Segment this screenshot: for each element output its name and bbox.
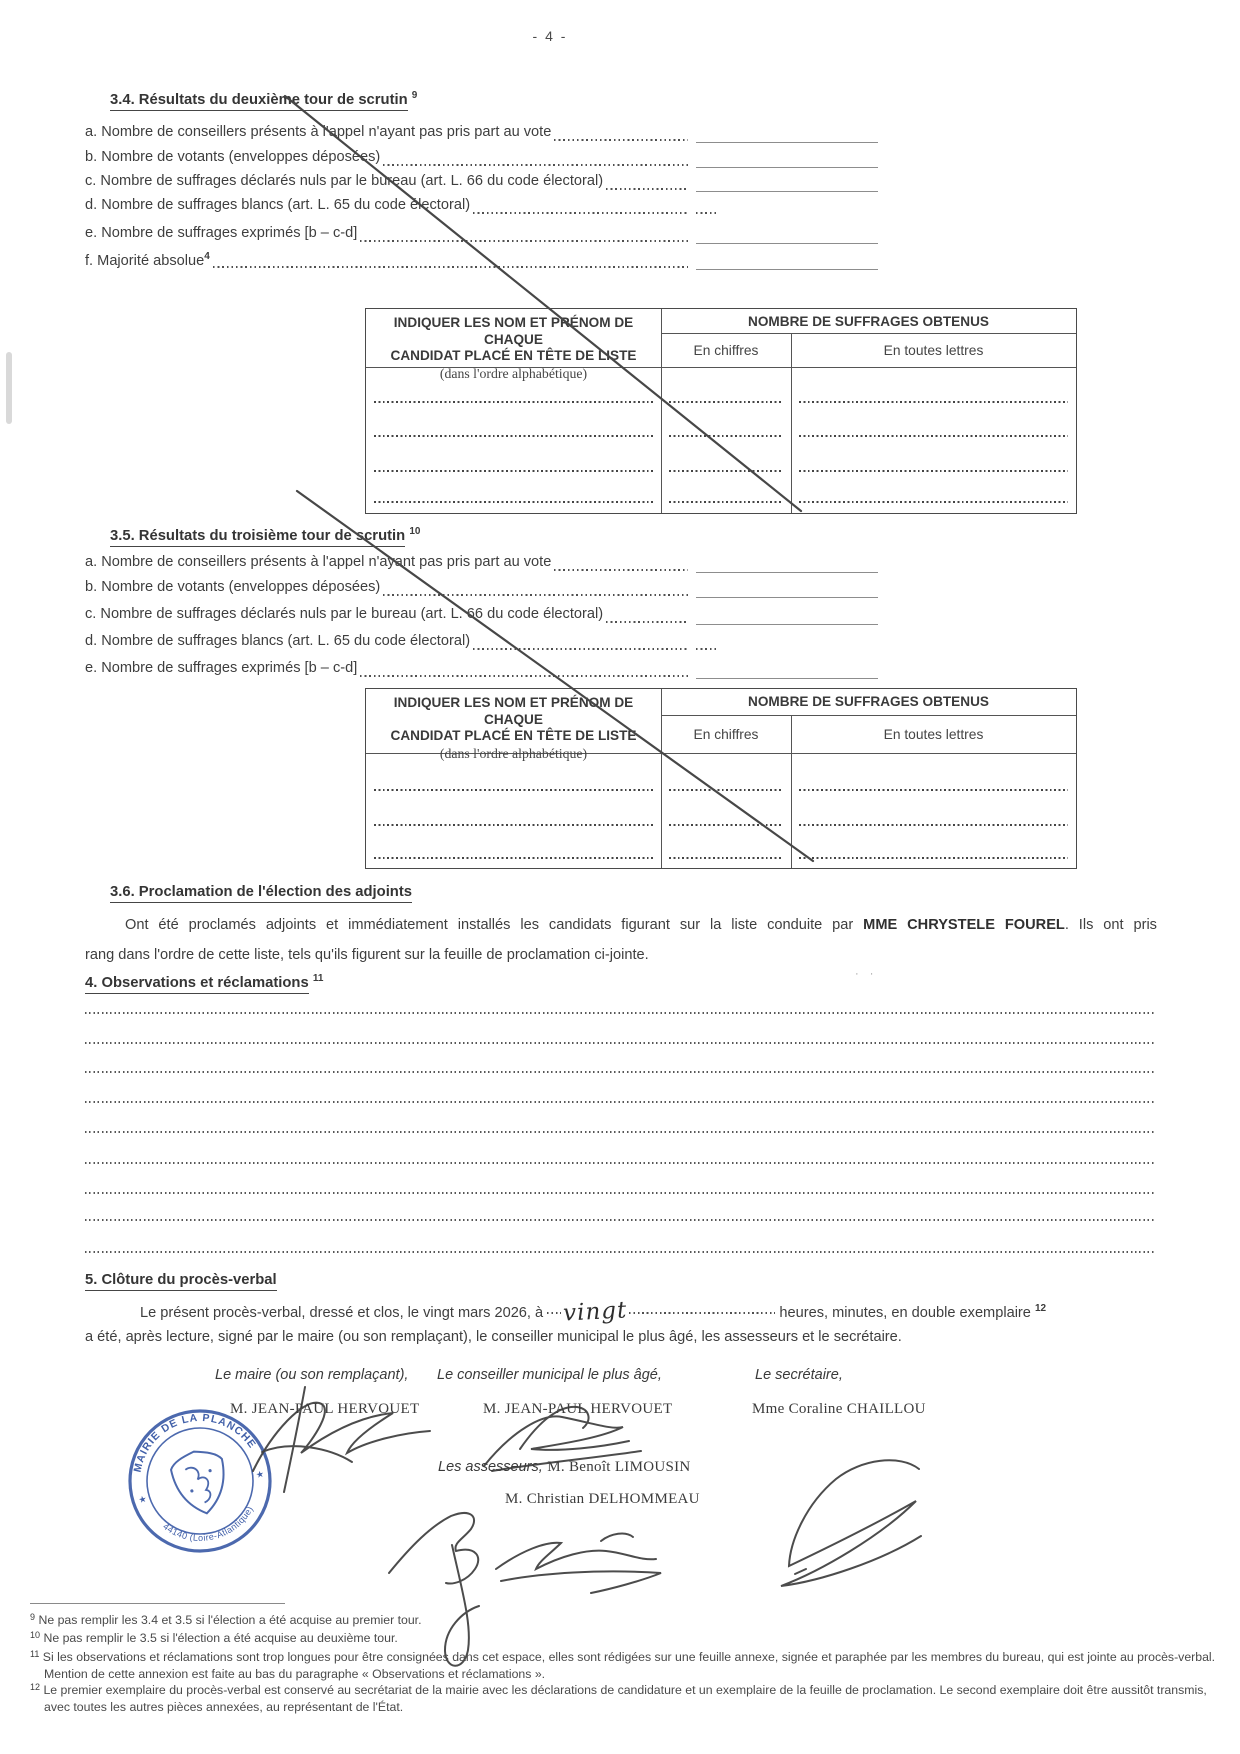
empty-cell-dots	[669, 401, 783, 403]
section-3-5-heading: 3.5. Résultats du troisième tour de scrutin $^{10}$	[110, 526, 420, 544]
empty-cell-dots	[799, 470, 1068, 472]
empty-cell-dots	[669, 501, 783, 503]
col-header-en-chiffres: En chiffres	[693, 726, 759, 742]
footnote-10: $^{10}$ Ne pas remplir le 3.5 si l'élection a été acquise au deuxième tour.	[30, 1630, 398, 1645]
col-header-en-toutes-lettres: En toutes lettres	[883, 726, 984, 742]
answer-line	[696, 128, 878, 143]
stamp-coat-of-arms-icon	[168, 1446, 232, 1518]
empty-cell-dots	[669, 824, 783, 826]
assesseur2-signature	[496, 1534, 661, 1593]
fill-line-3-5-b: b. Nombre de votants (enveloppes déposées)	[85, 579, 878, 599]
observations-dotted-line	[85, 1131, 1155, 1133]
fill-line-3-4-a: a. Nombre de conseillers présents à l'appel n'ayant pas pris part au vote	[85, 124, 878, 144]
scan-artifact-left-edge	[6, 352, 12, 424]
fill-line-3-5-c: c. Nombre de suffrages déclarés nuls par le bureau (art. L. 66 du code électoral)	[85, 606, 878, 626]
fill-line-3-4-e: e. Nombre de suffrages exprimés [b – c-d]	[85, 225, 878, 245]
empty-cell-dots	[799, 501, 1068, 503]
conseiller-name: M. JEAN-PAUL HERVOUET	[483, 1401, 673, 1417]
fill-line-3-4-b: b. Nombre de votants (enveloppes déposées)	[85, 149, 878, 169]
suffrages-column-header: NOMBRE DE SUFFRAGES OBTENUS	[748, 694, 989, 709]
col-header-en-chiffres: En chiffres	[693, 342, 759, 358]
answer-line	[696, 664, 878, 679]
section-4-heading: 4. Observations et réclamations $^{11}$	[85, 973, 323, 991]
empty-cell-dots	[374, 470, 653, 472]
handwritten-hour-value: vingt	[562, 1297, 629, 1327]
page-number: - 4 -	[532, 28, 568, 44]
results-table-round-2	[365, 308, 1077, 514]
fill-line-3-5-e: e. Nombre de suffrages exprimés [b – c-d]	[85, 660, 878, 680]
observations-dotted-line	[85, 1219, 1155, 1221]
assesseurs-line: Les assesseurs, M. Benoît LIMOUSIN	[438, 1459, 691, 1475]
footnote-separator	[30, 1603, 285, 1604]
section-3-4-heading: 3.4. Résultats du deuxième tour de scrutin $^9$	[110, 90, 417, 108]
closure-paragraph-line1: Le présent procès-verbal, dressé et clos, le vingt mars 2026, à vingt heures, minutes, en double exemplaire $^{12}$	[140, 1297, 1047, 1327]
observations-dotted-line	[85, 1042, 1155, 1044]
maire-name: M. JEAN-PAUL HERVOUET	[230, 1401, 420, 1417]
footnote-11: $^{11}$ Si les observations et réclamations sont trop longues pour être consignées dans cet espace, elles sont rédigées sur une feuille annexe, signée et paraphée par les membres du bureau, qui est jointe au procès-verbal. Mention de cette annexion est faite au bas du paragraphe « Observations et réclamations ».	[30, 1649, 1216, 1681]
observations-dotted-line	[85, 1162, 1155, 1164]
secretaire-name: Mme Coraline CHAILLOU	[752, 1401, 926, 1417]
answer-line	[696, 583, 878, 598]
empty-cell-dots	[374, 824, 653, 826]
list-leader-name: MME CHRYSTELE FOUREL	[863, 917, 1065, 933]
candidate-column-header: INDIQUER LES NOM ET PRÉNOM DE CHAQUE CANDIDAT PLACÉ EN TÊTE DE LISTE (dans l'ordre alphabétique)	[390, 315, 637, 381]
fill-line-3-5-a: a. Nombre de conseillers présents à l'appel n'ayant pas pris part au vote	[85, 554, 878, 574]
empty-cell-dots	[669, 857, 783, 859]
observations-dotted-line	[85, 1012, 1155, 1014]
empty-cell-dots	[669, 789, 783, 791]
mairie-stamp	[99, 1380, 301, 1582]
answer-line	[696, 610, 878, 625]
empty-cell-dots	[669, 470, 783, 472]
candidate-column-header: INDIQUER LES NOM ET PRÉNOM DE CHAQUE CANDIDAT PLACÉ EN TÊTE DE LISTE (dans l'ordre alphabétique)	[390, 695, 637, 761]
empty-cell-dots	[799, 401, 1068, 403]
answer-line	[696, 229, 878, 244]
fill-line-3-5-d: d. Nombre de suffrages blancs (art. L. 65 du code électoral)	[85, 633, 878, 653]
answer-line	[696, 153, 878, 168]
answer-line	[696, 177, 878, 192]
empty-cell-dots	[374, 857, 653, 859]
empty-cell-dots	[799, 435, 1068, 437]
scan-artifact-dots: · ·	[855, 968, 878, 980]
empty-cell-dots	[374, 789, 653, 791]
stamp-bottom-text: 44140 (Loire-Atlantique)	[161, 1504, 256, 1543]
proclamation-paragraph: Ont été proclamés adjoints et immédiatement installés les candidats figurant sur la liste conduite par MME CHRYSTELE FOUREL. Ils ont pris rang dans l'ordre de cette liste, tels qu'ils figurent sur la feuille de proclamation ci-jointe.	[85, 917, 1157, 963]
assesseur1-name: M. Benoît LIMOUSIN	[547, 1459, 691, 1475]
empty-cell-dots	[799, 824, 1068, 826]
empty-cell-dots	[374, 401, 653, 403]
section-5-heading: 5. Clôture du procès-verbal	[85, 1272, 277, 1288]
secretaire-signature	[781, 1460, 921, 1586]
section-3-6-heading: 3.6. Proclamation de l'élection des adjoints	[110, 884, 412, 900]
observations-dotted-line	[85, 1192, 1155, 1194]
stamp-star-right-icon: ★	[254, 1468, 265, 1481]
maire-title: Le maire (ou son remplaçant),	[215, 1367, 409, 1383]
results-table-round-3	[365, 688, 1077, 869]
answer-line	[696, 255, 878, 270]
conseiller-title: Le conseiller municipal le plus âgé,	[437, 1367, 662, 1383]
closure-paragraph-line2: a été, après lecture, signé par le maire (ou son remplaçant), le conseiller municipal le plus âgé, les assesseurs et le secrétaire.	[85, 1329, 902, 1345]
observations-dotted-line	[85, 1071, 1155, 1073]
stamp-star-left-icon: ★	[137, 1493, 148, 1506]
empty-cell-dots	[799, 857, 1068, 859]
fill-line-3-4-c: c. Nombre de suffrages déclarés nuls par le bureau (art. L. 66 du code électoral)	[85, 173, 878, 193]
footnote-12: $^{12}$ Le premier exemplaire du procès-verbal est conservé au secrétariat de la mairie avec les déclarations de candidature et un exemplaire de la feuille de proclamation. Le second exemplaire doit être aussitôt transmis, avec toutes les autres pièces annexées, au représentant de l'État.	[30, 1682, 1207, 1714]
empty-cell-dots	[799, 789, 1068, 791]
secretaire-title: Le secrétaire,	[755, 1367, 843, 1383]
observations-dotted-line	[85, 1101, 1155, 1103]
stamp-top-text: MAIRIE DE LA PLANCHE	[131, 1411, 259, 1474]
col-header-en-toutes-lettres: En toutes lettres	[883, 342, 984, 358]
empty-cell-dots	[374, 435, 653, 437]
assesseur2-name: M. Christian DELHOMMEAU	[505, 1491, 700, 1507]
empty-cell-dots	[669, 435, 783, 437]
answer-line	[696, 558, 878, 573]
footnote-9: $^9$ Ne pas remplir les 3.4 et 3.5 si l'élection a été acquise au premier tour.	[30, 1612, 422, 1627]
fill-line-3-4-f: f. Majorité absolue$^4$	[85, 251, 878, 271]
observations-dotted-line	[85, 1251, 1155, 1253]
fill-line-3-4-d: d. Nombre de suffrages blancs (art. L. 65 du code électoral)	[85, 197, 878, 217]
empty-cell-dots	[374, 501, 653, 503]
suffrages-column-header: NOMBRE DE SUFFRAGES OBTENUS	[748, 314, 989, 329]
